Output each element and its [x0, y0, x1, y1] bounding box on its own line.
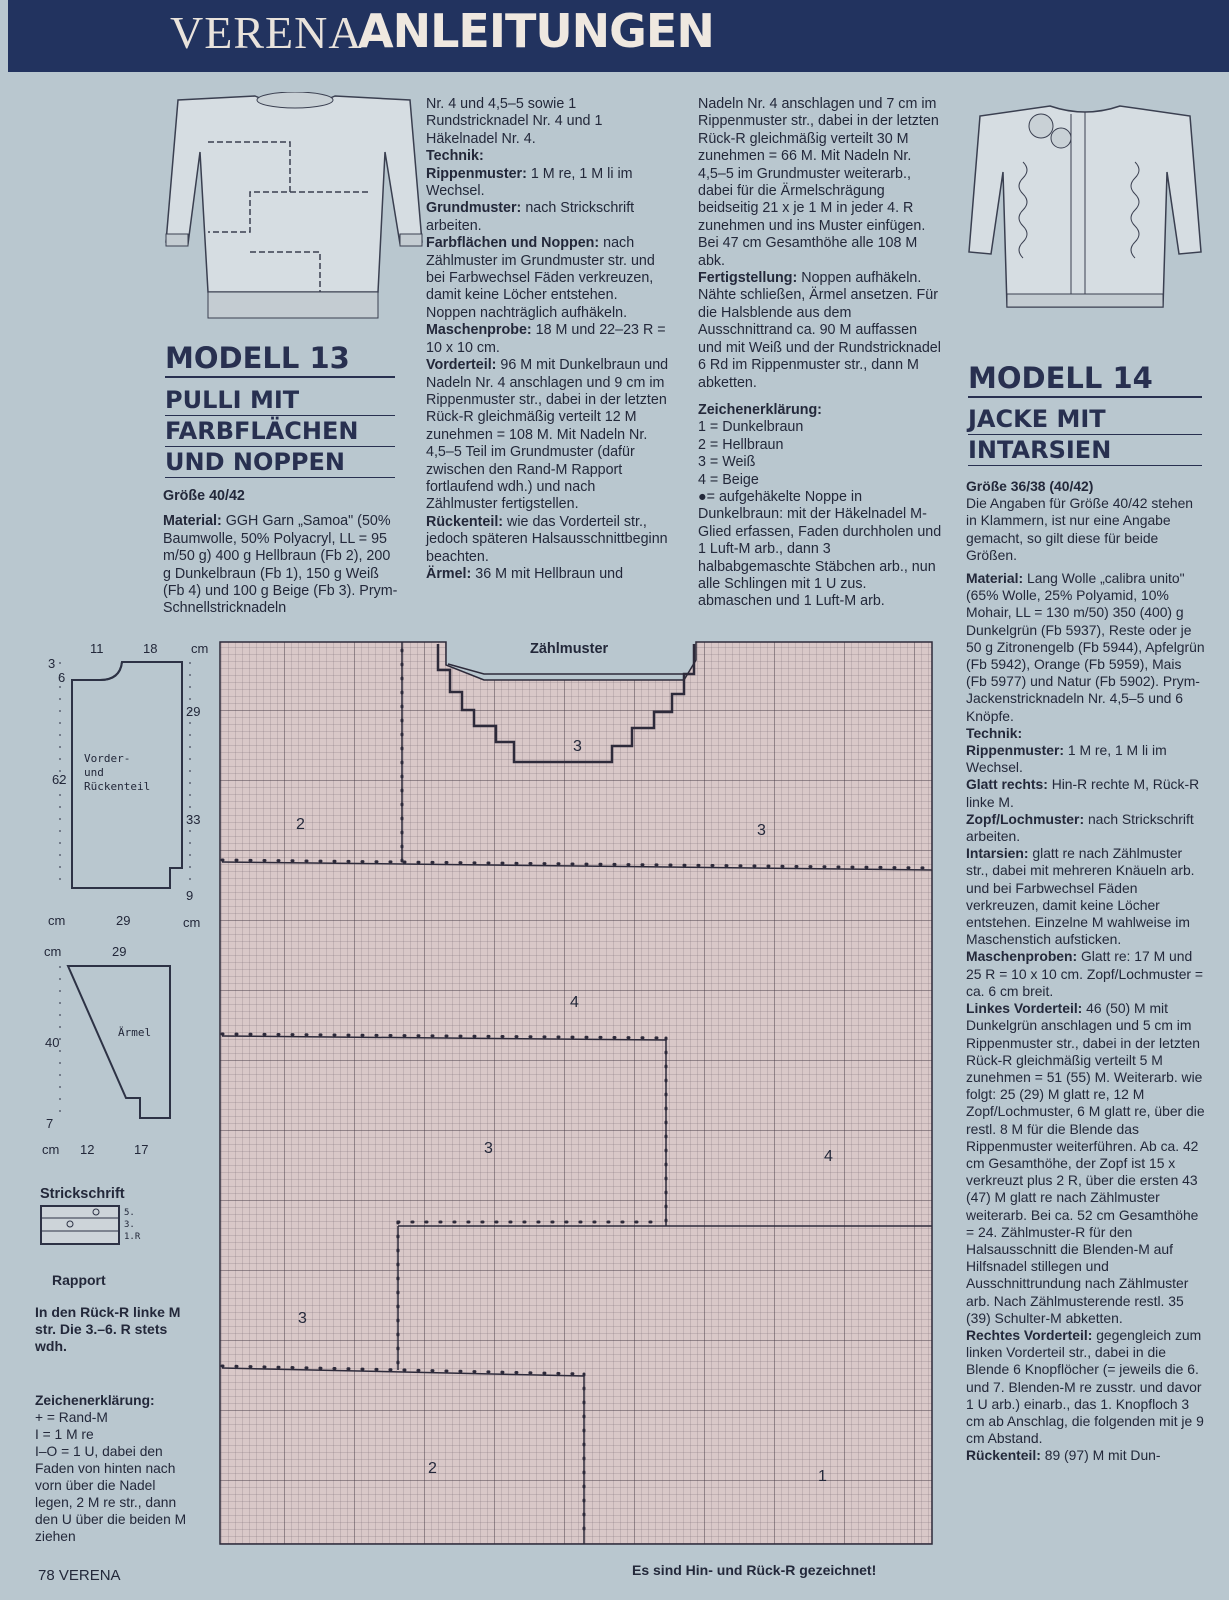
region-label: 4	[570, 994, 579, 1011]
modell14-number: MODELL 14	[968, 360, 1202, 398]
modell14-zopf: Zopf/Lochmuster: nach Strickschrift arbeiten.	[966, 810, 1194, 845]
dim-3: 3	[48, 656, 56, 671]
left-legend-item: + = Rand-M	[35, 1410, 108, 1425]
dim-cm-top: cm	[191, 641, 209, 656]
modell13-number: MODELL 13	[165, 340, 395, 378]
dim-9: 9	[186, 888, 194, 903]
modell13-title-line3: UND NOPPEN	[165, 447, 395, 478]
modell13-fertig: Fertigstellung: Noppen aufhäkeln. Nähte schließen, Ärmel ansetzen. Für die Halsblende aus dem Ausschnittrand ca. 90 M auffassen und mit Weiß und der Rundstricknadel 6 Rd im Rippenmuster str., dann M abketten.	[698, 270, 941, 391]
modell13-title-line1: PULLI MIT	[165, 385, 395, 416]
legend-item: 3 = Weiß	[698, 454, 756, 471]
modell14-rippen: Rippenmuster: 1 M re, 1 M li im Wechsel.	[966, 742, 1167, 776]
modell13-aermel-cont: Nadeln Nr. 4 anschlagen und 7 cm im Rippenmuster str., dabei in der letzten Rück-R gleichmäßig verteilt 30 M zunehmen = 66 M. Mit Nadeln Nr. 4,5–5 im Grundmuster weiterarb., dabei für die Ärmelschrägung beidseitig 21 x je 1 M in jeder 4. R zunehmen und ins Muster einfügen. Bei 47 cm Gesamthöhe alle 108 M abk.	[698, 96, 939, 269]
modell13-rippen: Rippenmuster: 1 M re, 1 M li im Wechsel.	[426, 165, 633, 200]
page-number: 78 VERENA	[38, 1567, 121, 1584]
sleeve-label: Ärmel	[118, 1026, 152, 1039]
sleeve-dim-cm: cm	[44, 944, 62, 959]
left-legend	[35, 1392, 195, 1545]
header-bar	[8, 0, 1229, 72]
modell14-ruecken: Rückenteil: 89 (97) M mit Dun-	[966, 1447, 1161, 1464]
body-label: Vorder- und Rückenteil	[84, 752, 151, 793]
dim-18: 18	[143, 641, 158, 656]
left-legend-item: I–O = 1 U, dabei den Faden von hinten nach vorn über die Nadel legen, 2 M re str., dann den U über die beiden M ziehen	[35, 1444, 187, 1544]
chart-footer: Es sind Hin- und Rück-R gezeichnet!	[632, 1562, 877, 1578]
legend-item: 4 = Beige	[698, 471, 759, 488]
zaehlmuster-chart	[214, 640, 934, 1545]
dim-cm-bottom: cm	[48, 913, 66, 928]
modell13-title-line2: FARBFLÄCHEN	[165, 416, 395, 447]
modell13-size: Größe 40/42	[163, 488, 245, 504]
brand-title: VERENA	[170, 7, 363, 58]
region-label: 3	[573, 738, 582, 755]
modell14-size-text: Die Angaben für Größe 40/42 stehen in Klammern, ist nur eine Angabe gemacht, so gilt diese für beide Größen.	[966, 495, 1194, 563]
modell13-legend-title: Zeichenerklärung:	[698, 401, 822, 418]
strickschrift-grid	[40, 1205, 122, 1245]
sleeve-dim-7: 7	[46, 1116, 54, 1131]
strick-row-1: 1.R	[124, 1232, 141, 1242]
strick-row-3: 3.	[124, 1220, 135, 1230]
section-title: ANLEITUNGEN	[358, 4, 714, 58]
dim-29-right: 29	[186, 704, 201, 719]
sleeve-dim-17: 17	[134, 1142, 149, 1157]
dim-cm-right: cm	[183, 915, 201, 930]
strickschrift-title: Strickschrift	[40, 1186, 125, 1202]
modell14-rechtes: Rechtes Vorderteil: gegengleich zum linken Vorderteil str., dabei in die Blende 6 Knopflöcher (= jeweils die 6. und 7. Blenden-M re zusstr. und davor 1 U arb.) einarb., das 1. Knopfloch 3 cm ab Anschlag, die folgenden mit je 9 cm Abstand.	[966, 1326, 1204, 1447]
modell13-maschen: Maschenprobe: 18 M und 22–23 R = 10 x 10 cm.	[426, 322, 666, 356]
left-legend-title: Zeichenerklärung:	[35, 1393, 155, 1408]
modell14-size: Größe 36/38 (40/42)	[966, 478, 1094, 494]
sleeve-dim-29: 29	[112, 944, 127, 959]
modell13-farb: Farbflächen und Noppen: nach Zählmuster im Grundmuster str. und bei Farbwechsel Fäden verkreuzen, damit keine Löcher entstehen. Noppen nachträglich aufhäkeln.	[426, 235, 655, 321]
modell14-material: Material: Lang Wolle „calibra unito" (65% Wolle, 25% Polyamid, 10% Mohair, LL = 130 m/50) 350 (400) g Dunkelgrün (Fb 5937), Reste oder je 50 g Zitronengelb (Fb 5944), Apfelgrün (Fb 5942), Orange (Fb 5959), Mais (Fb 5977) und Natur (Fb 5902). Prym-Jackenstricknadeln Nr. 4,5–5 und 6 Knöpfe.	[966, 570, 1205, 724]
dim-6: 6	[58, 670, 66, 685]
modell13-col2	[426, 96, 669, 583]
strick-row-5: 5.	[124, 1208, 135, 1218]
modell13-col3	[698, 96, 942, 611]
modell14-title-line1: JACKE MIT	[968, 404, 1202, 435]
sleeve-schematic	[40, 950, 210, 1150]
modell13-vorder: Vorderteil: 96 M mit Dunkelbraun und Nadeln Nr. 4 anschlagen und 9 cm im Rippenmuster str., dabei in der letzten Rück-R gleichmäßig verteilt 12 M zunehmen = 108 M. Mit Nadeln Nr. 4,5–5 Teil im Grundmuster (dafür zwischen den Rand-M Rapport fortlaufend wdh.) und nach Zählmuster fertigstellen.	[426, 357, 669, 513]
region-label: 3	[298, 1310, 307, 1327]
sleeve-dim-cm-bottom: cm	[42, 1142, 60, 1157]
modell13-title	[165, 385, 395, 478]
dim-11: 11	[90, 641, 104, 656]
modell14-col	[966, 478, 1206, 1465]
dim-29-bottom: 29	[116, 913, 131, 928]
left-legend-item: I = 1 M re	[35, 1427, 94, 1442]
modell14-title-line2: INTARSIEN	[968, 435, 1202, 466]
modell14-intarsien: Intarsien: glatt re nach Zählmuster str., dabei mit mehreren Knäueln arb. und bei Farbwechsel Fäden verkreuzen, damit keine Löcher entstehen. Einzelne M wahlweise im Maschenstich aufsticken.	[966, 845, 1195, 948]
dim-62: 62	[52, 772, 67, 787]
modell13-material: Material: GGH Garn „Samoa" (50% Baumwolle, 50% Polyacryl, LL = 95 m/50 g) 400 g Hellbraun (Fb 2), 200 g Dunkelbraun (Fb 1), 150 g Weiß (Fb 4) und 100 g Beige (Fb 3). Prym-Schnellstricknadeln	[163, 513, 398, 617]
modell13-col1	[163, 488, 400, 618]
modell14-mproben: Maschenproben: Glatt re: 17 M und 25 R = 10 x 10 cm. Zopf/Lochmuster = ca. 6 cm breit.	[966, 948, 1204, 999]
strickschrift-note: In den Rück-R linke M str. Die 3.–6. R stets wdh.	[35, 1304, 181, 1354]
noppe-symbol: ●	[698, 488, 707, 505]
region-label: 3	[484, 1140, 493, 1157]
legend-item: 1 = Dunkelbraun	[698, 419, 804, 436]
region-label: 1	[818, 1468, 827, 1485]
modell13-rueck: Rückenteil: wie das Vorderteil str., jedoch späteren Halsausschnittbeginn beachten.	[426, 513, 668, 565]
region-label: 3	[757, 822, 766, 839]
modell14-title	[968, 404, 1202, 466]
chart-title: Zählmuster	[530, 641, 609, 657]
region-label: 4	[824, 1148, 833, 1165]
legend-noppe: ●= aufgehäkelte Noppe in Dunkelbraun: mit der Häkelnadel M-Glied erfassen, Faden durchholen und 1 Luft-M arb., dann 3 halbabgemaschte Stäbchen arb., nun alle Schlingen mit 1 U zus. abmaschen und 1 Luft-M arb.	[698, 488, 942, 610]
modell14-glatt: Glatt rechts: Hin-R rechte M, Rück-R linke M.	[966, 776, 1200, 810]
rapport-label: Rapport	[52, 1272, 106, 1288]
cardigan-illustration	[965, 102, 1205, 317]
modell13-technik-label: Technik:	[426, 148, 484, 165]
dim-33: 33	[186, 812, 201, 827]
modell13-needles: Nr. 4 und 4,5–5 sowie 1 Rundstricknadel Nr. 4 und 1 Häkelnadel Nr. 4.	[426, 96, 603, 147]
sleeve-dim-40: 40	[45, 1035, 60, 1050]
modell13-aermel: Ärmel: 36 M mit Hellbraun und	[426, 565, 624, 582]
legend-item: 2 = Hellbraun	[698, 436, 784, 453]
sleeve-dim-12: 12	[80, 1142, 95, 1157]
region-label: 2	[428, 1460, 437, 1477]
region-label: 2	[296, 816, 305, 833]
modell14-technik-label: Technik:	[966, 724, 1023, 741]
sweater-illustration	[160, 92, 430, 332]
modell14-linkes: Linkes Vorderteil: 46 (50) M mit Dunkelgrün anschlagen und 5 cm im Rippenmuster str., dabei in der letzten Rück-R gleichmäßig verteilt 5 M zunehmen = 51 (55) M. Weiterarb. wie folgt: 25 (29) M glatt re, 12 M Zopf/Lochmuster, 6 M glatt re, über die restl. 8 M für die Blende das Rippenmuster weiterführen. Ab ca. 42 cm Gesamthöhe, der Zopf ist 15 x verkreuzt plus 2 R, über die ersten 43 (47) M glatt re nach Zählmuster weiterarb. Bei ca. 52 cm Gesamthöhe = 24. Zählmuster-R für den Halsausschnitt die Blenden-M auf Hilfsnadel stillegen und Ausschnittrundung nach Zählmuster arb. Nach Zählmusterende restl. 35 (39) Schulter-M abketten.	[966, 1000, 1205, 1326]
modell13-grund: Grundmuster: nach Strickschrift arbeiten.	[426, 200, 635, 234]
